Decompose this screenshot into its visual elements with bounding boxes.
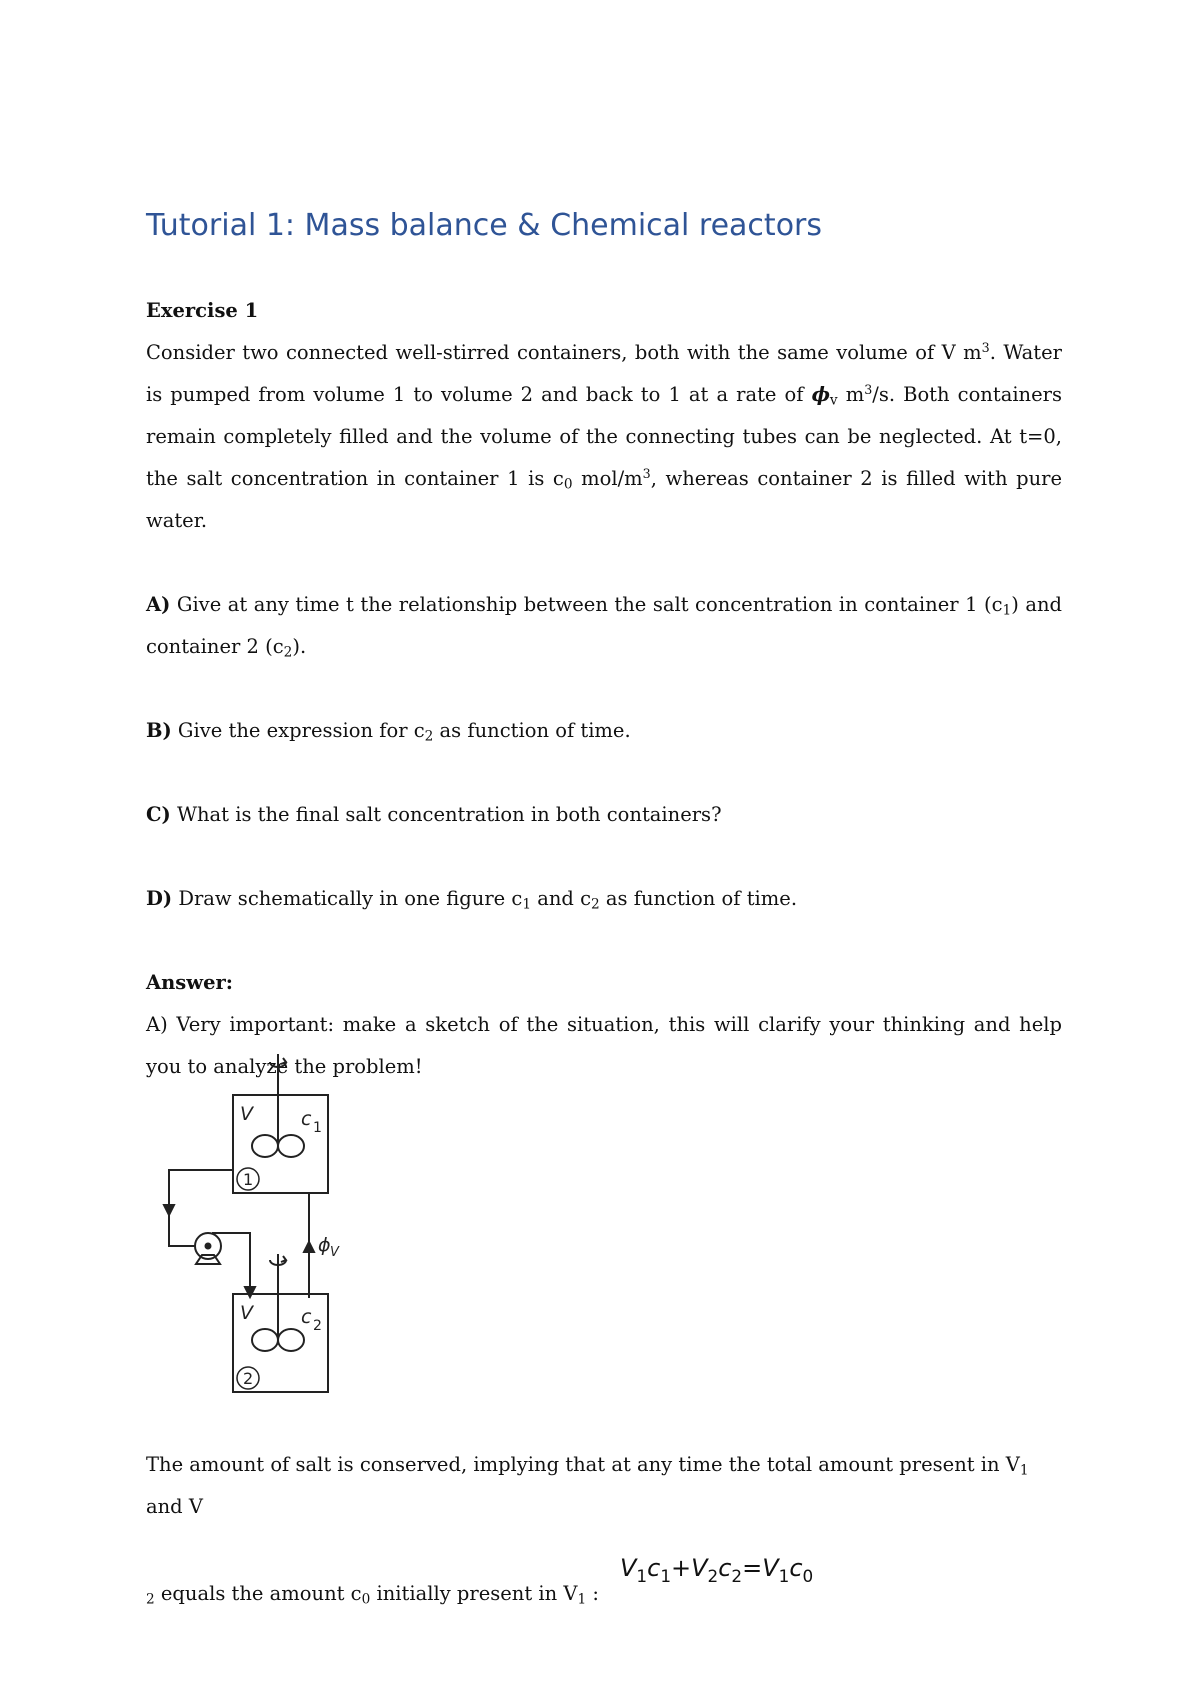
conservation-text-5: : xyxy=(586,1582,599,1605)
eq-equals: = xyxy=(742,1554,763,1582)
container-1-volume-label: V xyxy=(240,1103,253,1125)
conservation-text-1: The amount of salt is conserved, implying that at any time the total amount present in V xyxy=(146,1452,1020,1476)
flow-rate-label: ϕ xyxy=(318,1234,331,1256)
conservation-sub-1: 1 xyxy=(1019,1461,1029,1478)
container-1-conc-label: c xyxy=(301,1108,312,1130)
intro-sup-1: 3 xyxy=(981,340,990,356)
mass-balance-equation xyxy=(620,1547,813,1597)
eq-plus: + xyxy=(671,1554,692,1582)
question-d-text-2: and c xyxy=(531,887,592,910)
container-2-conc-sub: 2 xyxy=(313,1318,322,1334)
conservation-text-4: initially present in V xyxy=(370,1582,578,1605)
intro-text-5: mol/m xyxy=(572,467,643,490)
conservation-text-3: equals the amount c xyxy=(154,1582,362,1605)
flow-into-2-arrow-icon xyxy=(245,1287,255,1297)
exercise-intro xyxy=(146,332,1062,542)
question-b-label: B) xyxy=(146,719,172,742)
eq-c1: c xyxy=(647,1554,661,1582)
question-d-text-1: Draw schematically in one figure c xyxy=(172,887,523,910)
question-b-text-1: Give the expression for c xyxy=(171,719,425,742)
container-2-volume-label: V xyxy=(240,1302,253,1324)
answer-a-text: A) Very important: make a sketch of the situation, this will clarify your thinking and help you to analyze the problem! xyxy=(146,1013,1062,1078)
flow-down-arrow-icon xyxy=(164,1205,174,1215)
eq-v1-sub: 1 xyxy=(636,1565,648,1586)
reactor-sketch-svg xyxy=(146,1050,386,1400)
exercise-content xyxy=(146,290,1062,1088)
container-2-number: 2 xyxy=(243,1369,254,1388)
conservation-text-line xyxy=(146,1444,1062,1528)
rotation-arrowhead-icon xyxy=(281,1058,286,1064)
question-c-label: C) xyxy=(146,803,171,826)
eq-c2: c xyxy=(718,1554,732,1582)
question-d xyxy=(146,878,1062,920)
conservation-sub-4: 1 xyxy=(577,1591,587,1608)
answer-heading: Answer: xyxy=(146,971,233,994)
question-d-sub-2: 2 xyxy=(591,896,600,913)
conservation-section xyxy=(146,1424,1062,1617)
intro-sub-c0: 0 xyxy=(563,476,573,493)
impeller-1-left-blade xyxy=(252,1135,278,1157)
eq-v1: V xyxy=(620,1554,637,1582)
question-a-sub-1: 1 xyxy=(1002,602,1012,619)
intro-text-4: /s. Both containers remain completely filled and the volume of the connecting tubes can be neglected. At t=0, the salt concentration in container 1 is c xyxy=(146,383,1062,490)
eq-c0: c xyxy=(789,1554,803,1582)
container-2-conc-label: c xyxy=(301,1306,312,1328)
question-a-text-1: Give at any time t the relationship between the salt concentration in container 1 (c xyxy=(170,593,1003,616)
phi-subscript: v xyxy=(829,392,838,409)
conservation-sub-2: 2 xyxy=(146,1591,155,1608)
question-a xyxy=(146,584,1062,668)
question-b-text-2: as function of time. xyxy=(433,719,631,742)
question-a-sub-2: 2 xyxy=(283,644,293,661)
intro-text-6: , whereas container 2 is filled with pure water. xyxy=(146,467,1063,532)
container-1-number: 1 xyxy=(243,1170,254,1189)
question-d-sub-1: 1 xyxy=(522,896,532,913)
container-1-conc-sub: 1 xyxy=(313,1120,322,1136)
question-b-sub-1: 2 xyxy=(424,728,434,745)
eq-v3-sub: 1 xyxy=(778,1565,790,1586)
intro-sup-2: 3 xyxy=(864,382,873,398)
question-a-text-2: ) and container 2 (c xyxy=(146,593,1062,658)
exercise-heading: Exercise 1 xyxy=(146,299,259,322)
eq-c1-sub: 1 xyxy=(660,1565,671,1586)
question-c xyxy=(146,794,1062,836)
impeller-2-left-blade xyxy=(252,1329,278,1351)
question-c-text-1: What is the final salt concentration in both containers? xyxy=(170,803,722,826)
question-d-label: D) xyxy=(146,887,173,910)
intro-text-1: Consider two connected well-stirred containers, both with the same volume of V m xyxy=(146,341,982,364)
equation-line xyxy=(146,1547,1062,1617)
page-title: Tutorial 1: Mass balance & Chemical reactors xyxy=(146,208,823,243)
question-d-text-3: as function of time. xyxy=(599,887,798,910)
conservation-text-2: and V xyxy=(146,1494,203,1518)
eq-v2: V xyxy=(691,1554,708,1582)
impeller-1-right-blade xyxy=(278,1135,304,1157)
eq-v2-sub: 2 xyxy=(707,1565,719,1586)
reactor-sketch xyxy=(146,1050,386,1400)
question-b xyxy=(146,710,1062,752)
conservation-sub-3: 0 xyxy=(361,1591,371,1608)
intro-sup-3: 3 xyxy=(642,466,651,482)
question-a-text-3: ). xyxy=(292,635,307,658)
question-a-label: A) xyxy=(146,593,171,616)
intro-text-2: . Water is pumped from volume 1 to volume 2 and back to 1 at a rate of xyxy=(146,341,1062,406)
conservation-line-2 xyxy=(146,1573,599,1615)
flow-rate-sub: V xyxy=(330,1245,339,1260)
eq-c0-sub: 0 xyxy=(802,1565,814,1586)
eq-v3: V xyxy=(762,1554,779,1582)
impeller-2-right-blade xyxy=(278,1329,304,1351)
intro-text-3: m xyxy=(837,383,865,406)
flow-up-arrow-icon xyxy=(304,1242,314,1252)
phi-symbol: ϕ xyxy=(811,383,830,406)
eq-c2-sub: 2 xyxy=(731,1565,743,1586)
